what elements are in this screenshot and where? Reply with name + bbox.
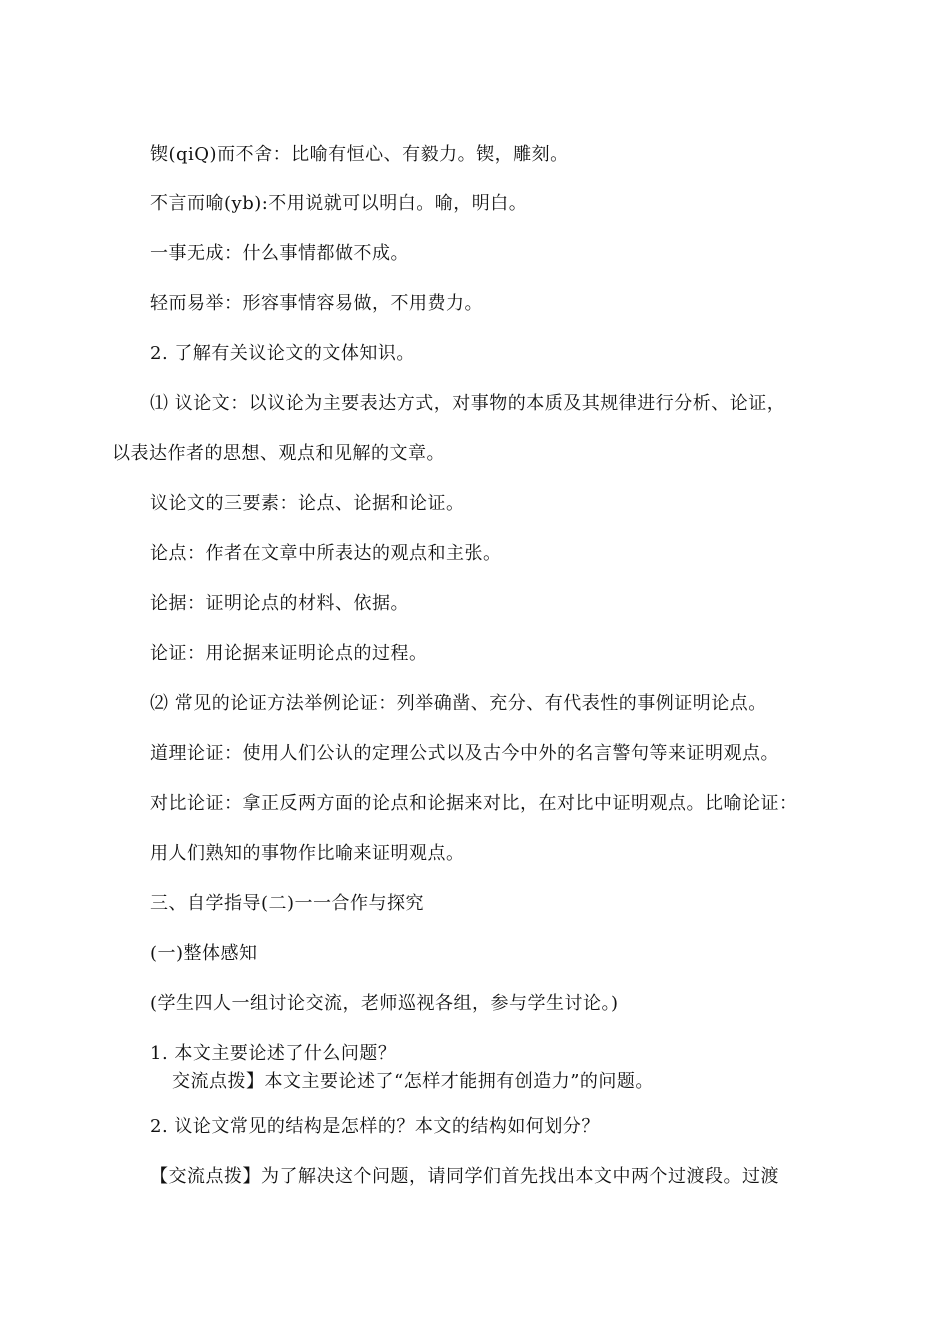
text-line-lunju: 论据：证明论点的材料、依据。: [150, 593, 409, 614]
text-line-yishiwucheng: 一事无成：什么事情都做不成。: [150, 243, 409, 264]
subsection-heading-overall: (一)整体感知: [150, 943, 258, 964]
text-line-buyaneryu: 不言而喻(yb):不用说就可以明白。喻，明白。: [150, 193, 528, 214]
text-line-contrast-argument: 对比论证：拿正反两方面的论点和论据来对比，在对比中证明观点。比喻论证：: [150, 793, 798, 814]
text-line-lunzheng: 论证：用论据来证明论点的过程。: [150, 643, 428, 664]
question-1: 1. 本文主要论述了什么问题？: [150, 1043, 397, 1064]
section-item-2: 2. 了解有关议论文的文体知识。: [150, 343, 415, 364]
text-line-reasoning-argument: 道理论证：使用人们公认的定理公式以及古今中外的名言警句等来证明观点。: [150, 743, 779, 764]
text-line-argument-methods: ⑵ 常见的论证方法举例论证：列举确凿、充分、有代表性的事例证明论点。: [150, 693, 767, 714]
text-line-three-elements: 议论文的三要素：论点、论据和论证。: [150, 493, 465, 514]
answer-2: 【交流点拨】为了解决这个问题，请同学们首先找出本文中两个过渡段。过渡: [150, 1166, 779, 1187]
section-heading-3: 三、自学指导(二)一一合作与探究: [150, 893, 425, 914]
text-line-lundian: 论点：作者在文章中所表达的观点和主张。: [150, 543, 502, 564]
text-line-group-discussion: (学生四人一组讨论交流，老师巡视各组，参与学生讨论。): [150, 993, 619, 1014]
text-line-qingeryiju: 轻而易举：形容事情容易做，不用费力。: [150, 293, 483, 314]
question-2: 2. 议论文常见的结构是怎样的？本文的结构如何划分？: [150, 1116, 600, 1137]
text-line-qieerbushe: 锲(qiQ)而不舍：比喻有恒心、有毅力。锲，雕刻。: [150, 144, 569, 165]
text-line-definition-continued: 以表达作者的思想、观点和见解的文章。: [112, 443, 445, 464]
text-line-metaphor-continued: 用人们熟知的事物作比喻来证明观点。: [150, 843, 465, 864]
text-line-argumentative-essay-definition: ⑴ 议论文：以议论为主要表达方式，对事物的本质及其规律进行分析、论证，: [150, 393, 786, 414]
answer-1: 交流点拨】本文主要论述了“怎样才能拥有创造力”的问题。: [172, 1071, 654, 1092]
